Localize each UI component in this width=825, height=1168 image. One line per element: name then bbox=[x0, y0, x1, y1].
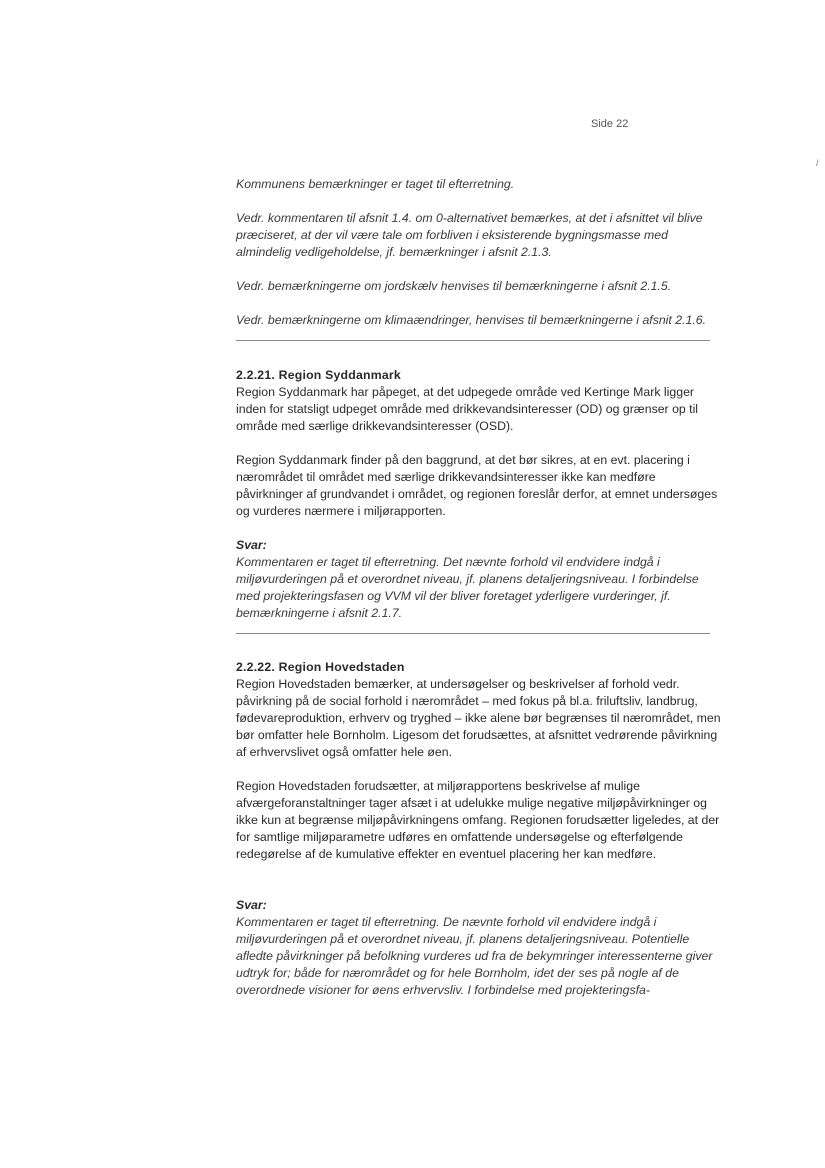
section2-svar-label: Svar: bbox=[236, 898, 267, 912]
section1-svar-text: Kommentaren er taget til efterretning. Det nævnte forhold vil endvidere indgå i miljøvurderingen på et overordnet niveau, jf. planens detaljeringsniveau. I forbindelse med projekteringsfasen og VVM vil der bliver foretaget yderligere vurderinger, jf. bemærkningerne i afsnit 2.1.7. bbox=[236, 555, 699, 620]
section2-svar-text: Kommentaren er taget til efterretning. De nævnte forhold vil endvidere indgå i miljøvurderingen på et overordnet niveau, jf. planens detaljeringsniveau. Potentielle afledte påvirkninger på befolkning vurderes ud fra de bekymringer interessenterne giver udtryk for; både for nærområdet og for hele Bornholm, idet der ses på nogle af de overordnede visioner for øens erhvervsliv. I forbindelse med projekteringsfa- bbox=[236, 915, 713, 997]
section-heading-region-syddanmark: 2.2.21. Region Syddanmark bbox=[236, 368, 401, 382]
document-body bbox=[236, 176, 722, 999]
intro-paragraph-1: Kommunens bemærkninger er taget til efterretning. bbox=[236, 177, 515, 191]
intro-paragraph-4: Vedr. bemærkningerne om klimaændringer, henvises til bemærkningerne i afsnit 2.1.6. bbox=[236, 313, 707, 327]
edge-mark: / bbox=[816, 158, 819, 168]
intro-paragraph-2: Vedr. kommentaren til afsnit 1.4. om 0-alternativet bemærkes, at det i afsnittet vil blive præciseret, at der vil være tale om forbliven i eksisterende bygningsmasse med almindelig vedligeholdelse, jf. bemærkninger i afsnit 2.1.3. bbox=[236, 211, 703, 259]
page-number: Side 22 bbox=[591, 118, 629, 130]
section1-svar-label: Svar: bbox=[236, 538, 267, 552]
section-heading-region-hovedstaden: 2.2.22. Region Hovedstaden bbox=[236, 660, 405, 674]
section1-paragraph-2: Region Syddanmark finder på den baggrund, at det bør sikres, at en evt. placering i nærområdet til området med særlige drikkevandsinteresser ikke kan medføre påvirkninger af grundvandet i området, og regionen foreslår derfor, at emnet undersøges og vurderes nærmere i miljørapporten. bbox=[236, 453, 718, 518]
section2-paragraph-1: Region Hovedstaden bemærker, at undersøgelser og beskrivelser af forhold vedr. påvirkning på de social forhold i nærområdet – med fokus på bl.a. friluftsliv, landbrug, fødevareproduktion, erhverv og tryghed – ikke alene bør begrænses til nærområdet, men bør omfatter hele Bornholm. Ligesom det forudsættes, at afsnittet vedrørende påvirkning af erhvervslivet også omfatter hele øen. bbox=[236, 677, 721, 759]
section2-paragraph-2: Region Hovedstaden forudsætter, at miljørapportens beskrivelse af mulige afværgeforanstaltninger tager afsæt i at udelukke mulige negative miljøpåvirkninger og ikke kun at begrænse miljøpåvirkningens omfang. Regionen forudsætter ligeledes, at der for samtlige miljøparametre udføres en omfattende undersøgelse og efterfølgende redegørelse af de kumulative effekter en eventuel placering her kan medføre. bbox=[236, 779, 720, 861]
section1-paragraph-1: Region Syddanmark har påpeget, at det udpegede område ved Kertinge Mark ligger inden for statsligt udpeget område med drikkevandsinteresser (OD) og grænser op til område med særlige drikkevandsinteresser (OSD). bbox=[236, 385, 699, 433]
intro-paragraph-3: Vedr. bemærkningerne om jordskælv henvises til bemærkningerne i afsnit 2.1.5. bbox=[236, 279, 672, 293]
